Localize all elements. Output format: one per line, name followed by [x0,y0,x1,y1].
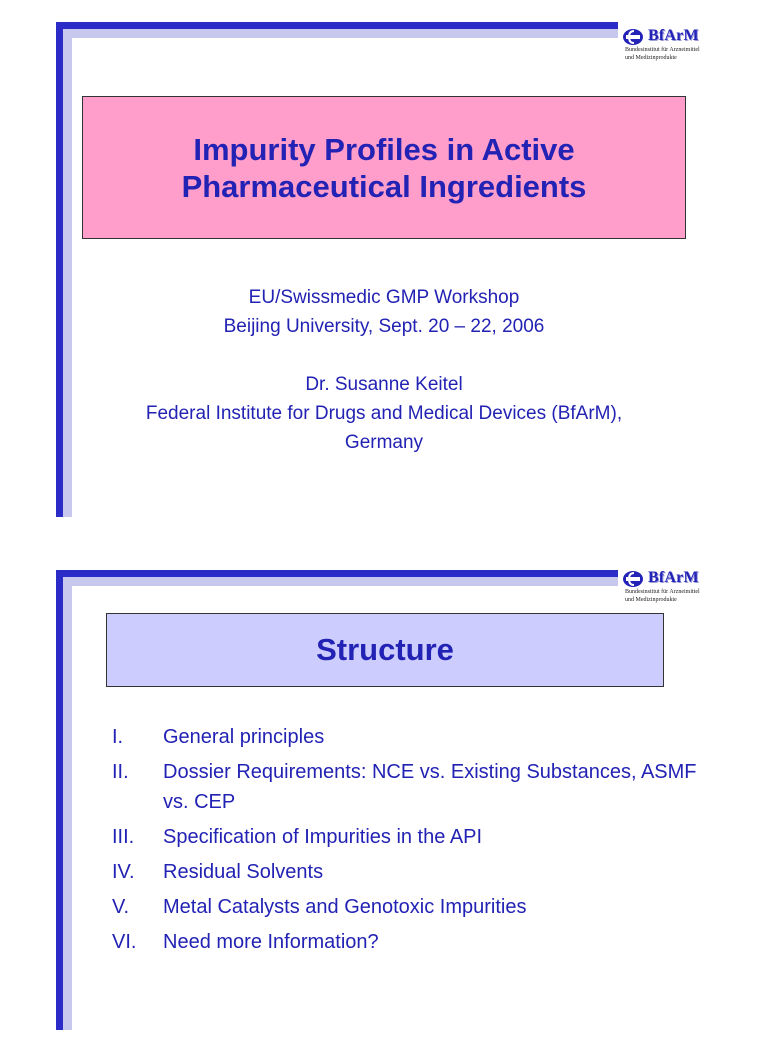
frame-bar-left [56,570,63,1030]
affiliation-line-1: Federal Institute for Drugs and Medical Devices (BfArM), [145,403,623,424]
logo-name: BfArM [648,27,699,44]
list-item-text: Need more Information? [163,931,379,953]
title-box [82,96,686,239]
list-item [112,857,712,887]
author-name: Dr. Susanne Keitel [305,374,463,395]
logo-subtitle-line1: Bundesinstitut für Arzneimittel [625,589,700,595]
logo-name: BfArM [648,569,699,586]
list-item [112,822,712,852]
structure-list [112,722,712,962]
logo-subtitle-line2: und Medizinprodukte [625,597,677,603]
frame-bar-top [56,22,618,29]
bfarm-logo-icon [622,28,644,46]
frame-bar-top [56,570,618,577]
list-item-text: Residual Solvents [163,861,324,883]
list-item-number: V. [112,896,130,918]
structure-title-box [106,613,664,687]
event-name: EU/Swissmedic GMP Workshop [248,287,520,308]
title-line-2: Pharmaceutical Ingredients [181,168,587,204]
bfarm-logo [622,570,722,610]
list-item [112,757,712,817]
logo-subtitle [625,46,725,62]
bfarm-logo [622,28,722,68]
logo-subtitle [625,588,725,604]
list-item-number: II. [112,761,129,783]
list-item-number: I. [112,726,124,748]
logo-subtitle-line2: und Medizinprodukte [625,55,677,61]
slide-title [0,0,768,500]
list-item [112,927,712,957]
list-item-number: III. [112,826,135,848]
author-info [72,370,696,457]
frame-bar-left [56,22,63,517]
event-venue: Beijing University, Sept. 20 – 22, 2006 [223,316,545,337]
list-item [112,722,712,752]
frame-bar-left-shadow [63,577,72,1030]
list-item-text: Metal Catalysts and Genotoxic Impurities [163,896,527,918]
frame-bar-top-shadow [63,577,618,586]
list-item-text: Dossier Requirements: NCE vs. Existing Substances, ASMF vs. CEP [163,761,697,813]
list-item-number: IV. [112,861,135,883]
structure-title: Structure [316,632,454,667]
slide-structure [0,548,768,1048]
title-line-1: Impurity Profiles in Active [193,131,575,167]
list-item [112,892,712,922]
list-item-text: General principles [163,726,325,748]
logo-subtitle-line1: Bundesinstitut für Arzneimittel [625,47,700,53]
list-item-number: VI. [112,931,137,953]
list-item-text: Specification of Impurities in the API [163,826,483,848]
affiliation-line-2: Germany [344,432,424,453]
frame-bar-top-shadow [63,29,618,38]
bfarm-logo-icon [622,570,644,588]
event-info [72,283,696,341]
frame-bar-left-shadow [63,29,72,517]
